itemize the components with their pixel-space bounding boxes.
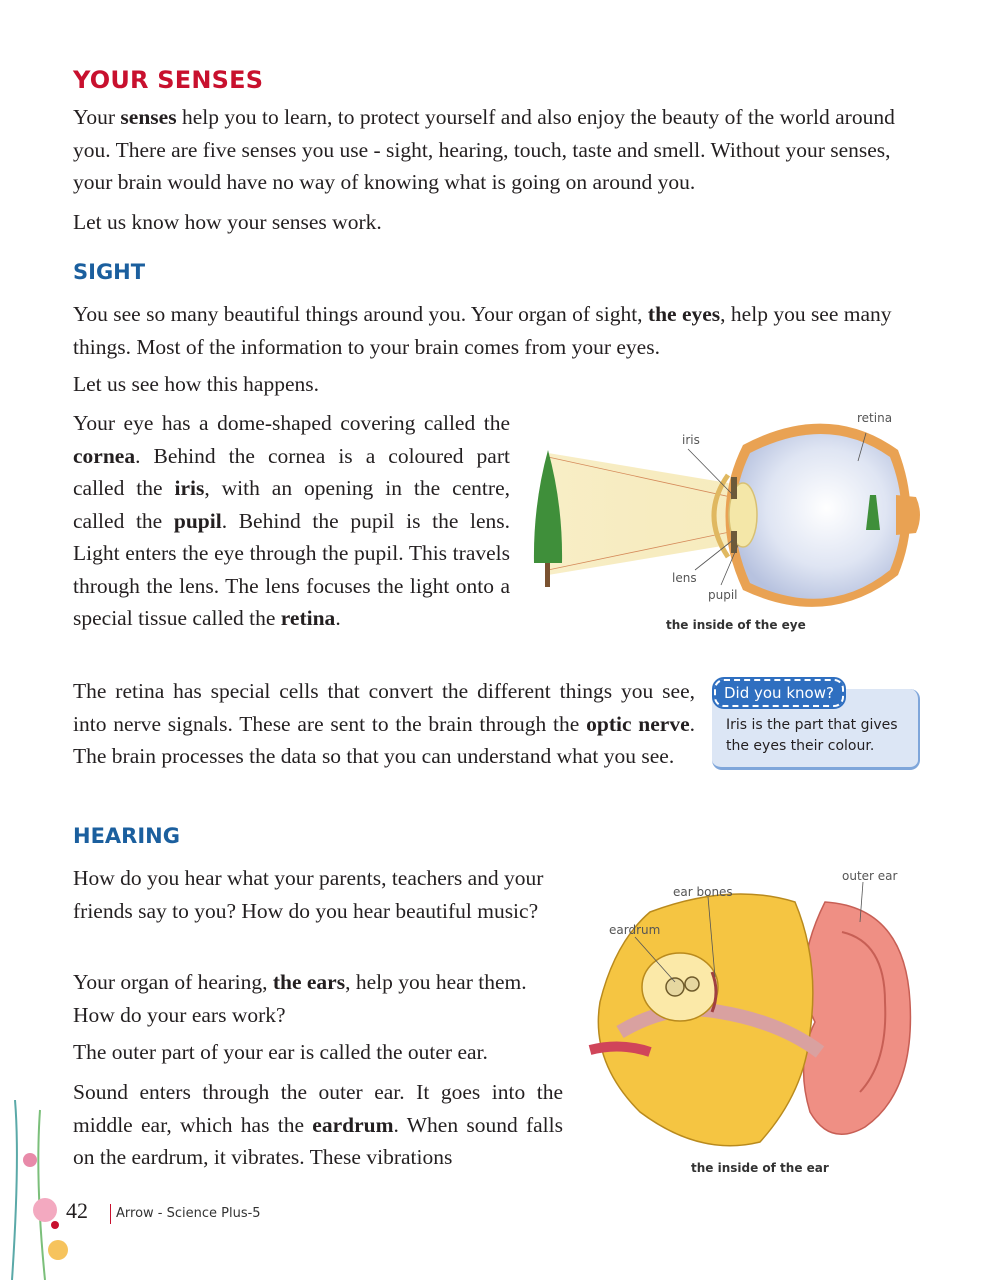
sight-paragraph-3 [73,407,510,635]
text-run: , help you hear them. How do your ears work? [73,970,527,1027]
ear-diagram [580,862,920,1182]
iris [731,477,737,499]
optic-nerve [896,495,920,535]
text-run: Your organ of hearing, [73,970,273,994]
text-run: Sound enters through the outer ear. It goes into the middle ear, which has the [73,1080,563,1137]
text-run: Your [73,105,121,129]
did-you-know-tag: Did you know? [714,679,844,707]
did-you-know-box [712,679,920,771]
hearing-paragraph-4 [73,1076,563,1174]
senses-paragraph-2: Let us know how your senses work. [73,210,382,234]
hearing-paragraph-2 [73,966,568,1031]
bold-term-eardrum: eardrum [312,1112,394,1137]
eye-caption: the inside of the eye [666,618,806,632]
label-outer-ear: outer ear [842,869,898,883]
text-run: . [335,606,341,630]
eye-diagram [528,405,928,640]
label-retina: retina [857,411,893,425]
sight-paragraph-2: Let us see how this happens. [73,372,320,396]
ear-bones [666,978,684,996]
label-pupil: pupil [708,588,738,602]
text-run: You see so many beautiful things around you. Your organ of sight, [73,302,648,326]
heading-your-senses: YOUR SENSES [73,66,264,94]
book-title: Arrow - Science Plus-5 [116,1206,261,1221]
senses-paragraph-1 [73,101,918,199]
floral-decoration-icon [0,1100,80,1280]
text-run: help you to learn, to protect yourself and also enjoy the beauty of the world around you. There are five senses you use - sight, hearing, touch, taste and smell. Without your senses, your brain would have no way of knowing what is going on around you. [73,105,895,194]
ear-caption: the inside of the ear [691,1161,829,1175]
bold-term-the-eyes: the eyes [647,302,721,326]
page-number: 42 [66,1198,88,1223]
bold-term-retina: retina [280,606,336,630]
sight-paragraph-1 [73,298,918,363]
bold-term-pupil: pupil [173,508,222,533]
text-run: , help you see many things. Most of the information to your brain comes from your eyes. [73,302,892,359]
sight-paragraph-4 [73,675,695,773]
text-run: . The brain processes the data so that you can understand what you see. [73,711,696,768]
label-lens: lens [672,571,697,585]
hearing-paragraph-3: The outer part of your ear is called the outer ear. [73,1040,488,1064]
text-run: . When sound falls on the eardrum, it vibrates. These vibrations [73,1112,563,1169]
bold-term-the-ears: the ears [272,970,346,994]
heading-sight: SIGHT [73,260,146,284]
label-ear-bones: ear bones [673,885,733,899]
text-run: Your eye has a dome-shaped covering called the [73,411,510,435]
hearing-paragraph-1: How do you hear what your parents, teachers and your friends say to you? How do you hear beautiful music? [73,866,544,923]
text-run: , with an opening in the centre, called the [73,476,510,533]
label-eardrum: eardrum [609,923,661,937]
text-run: . Behind the cornea is a coloured part called the [73,443,510,500]
bold-term-iris: iris [174,476,205,500]
bold-term-cornea: cornea [73,443,136,468]
bold-term-senses: senses [120,105,177,129]
text-run: The retina has special cells that convert the different things you see, into nerve signals. These are sent to the brain through the [73,679,695,736]
heading-hearing: HEARING [73,824,180,848]
bold-term-optic-nerve: optic nerve [586,711,690,736]
did-you-know-text: Iris is the part that gives the eyes their colour. [726,717,898,754]
footer-divider [110,1204,111,1224]
eustachian-tube [590,1046,650,1052]
light-beam [548,453,728,575]
label-iris: iris [682,433,700,447]
text-run: . Behind the pupil is the lens. Light enters the eye through the pupil. This travels through the lens. The lens focuses the light onto a special tissue called the [73,508,511,630]
